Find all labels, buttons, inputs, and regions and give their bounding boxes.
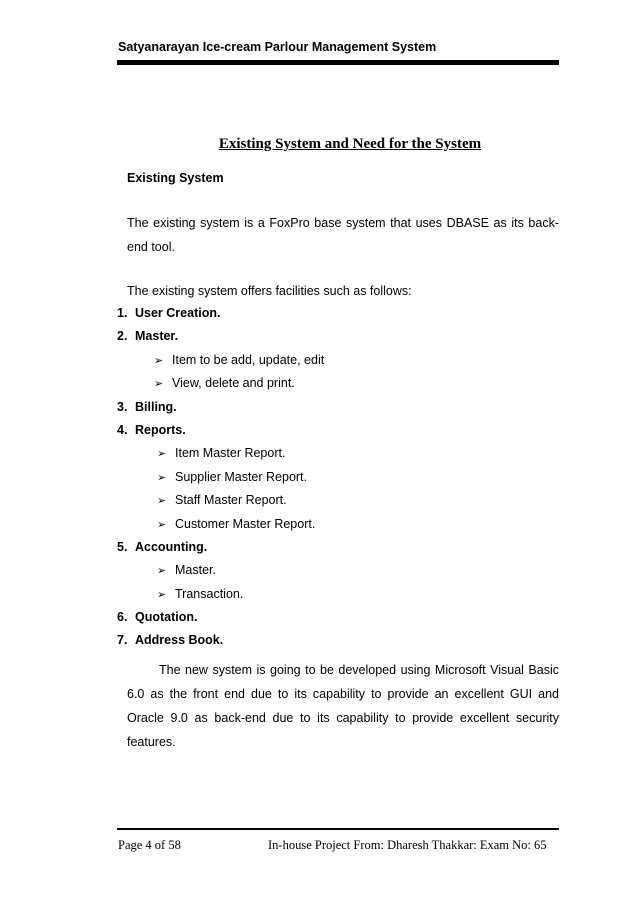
sub-list-item: ➢ Transaction. bbox=[117, 583, 557, 606]
footer-rule bbox=[117, 828, 559, 830]
sub-list-item: ➢ View, delete and print. bbox=[117, 372, 557, 395]
sub-list-item: ➢ Supplier Master Report. bbox=[117, 466, 557, 489]
list-item: 2. Master. bbox=[117, 329, 179, 344]
arrow-bullet-icon: ➢ bbox=[154, 354, 164, 367]
subsection-title: Existing System bbox=[127, 171, 224, 185]
sub-list-item: ➢ Customer Master Report. bbox=[117, 513, 557, 536]
arrow-bullet-icon: ➢ bbox=[157, 565, 167, 578]
sub-list-item: ➢ Item to be add, update, edit bbox=[117, 349, 557, 372]
arrow-bullet-icon: ➢ bbox=[157, 448, 167, 461]
section-title: Existing System and Need for the System bbox=[218, 136, 482, 152]
facilities-list bbox=[117, 302, 557, 653]
paragraph-existing-system: The existing system is a FoxPro base system that uses DBASE as its back-end tool. bbox=[127, 216, 559, 254]
header-title: Satyanarayan Ice-cream Parlour Management System bbox=[118, 40, 437, 54]
sub-list-item: ➢ Master. bbox=[117, 559, 557, 582]
page-number: Page 4 of 58 bbox=[118, 838, 181, 852]
arrow-bullet-icon: ➢ bbox=[157, 588, 167, 601]
list-item: 6. Quotation. bbox=[117, 610, 198, 625]
sub-list-item: ➢ Item Master Report. bbox=[117, 442, 557, 465]
list-item: 5. Accounting. bbox=[117, 539, 208, 554]
paragraph-facilities-intro: The existing system offers facilities such as follows: bbox=[127, 284, 412, 298]
list-item: 1. User Creation. bbox=[117, 306, 221, 320]
list-item: 3. Billing. bbox=[117, 399, 177, 414]
list-item: 7. Address Book. bbox=[117, 633, 224, 648]
list-item: 4. Reports. bbox=[117, 422, 186, 437]
paragraph-new-system: The new system is going to be developed using Microsoft Visual Basic 6.0 as the front end due to its capability to provide an excellent GUI and Oracle 9.0 as back-end due to its capability to provide excellent security features. bbox=[127, 663, 559, 749]
sub-list-item: ➢ Staff Master Report. bbox=[117, 489, 557, 512]
arrow-bullet-icon: ➢ bbox=[157, 518, 167, 531]
arrow-bullet-icon: ➢ bbox=[154, 378, 164, 391]
footer-project-info: In-house Project From: Dharesh Thakkar: Exam No: 65 bbox=[268, 838, 547, 852]
header-rule bbox=[117, 60, 559, 65]
arrow-bullet-icon: ➢ bbox=[157, 471, 167, 484]
arrow-bullet-icon: ➢ bbox=[157, 495, 167, 508]
